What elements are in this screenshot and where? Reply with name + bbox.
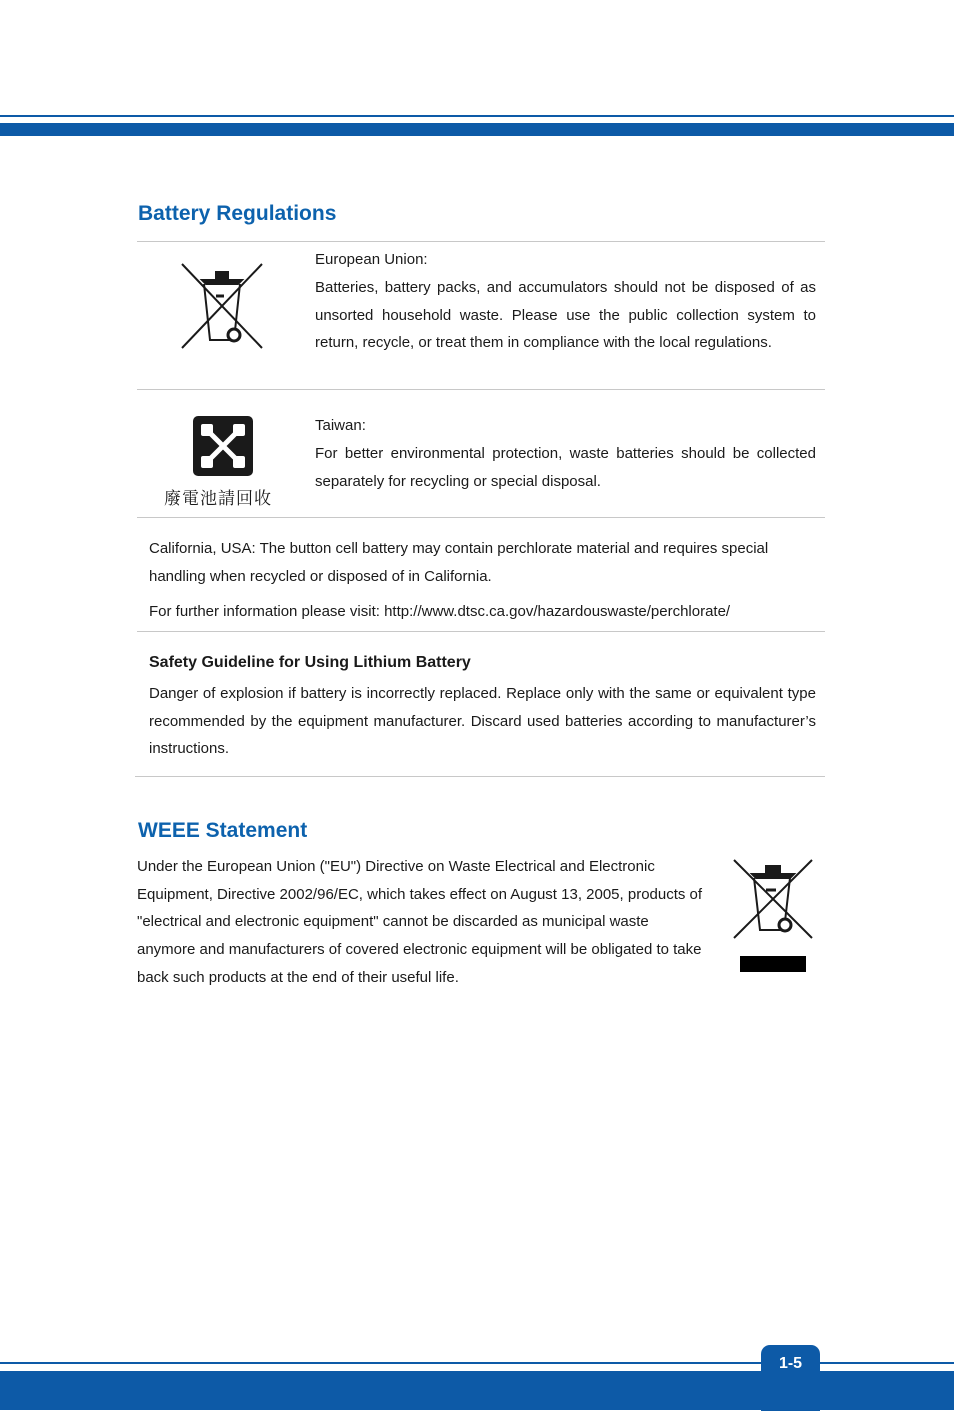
weee-text: Under the European Union ("EU") Directive on Waste Electrical and Electronic Equipment, Directive 2002/96/EC, which takes effect on August 13, 2005, products of "electrical and electronic equipment" cannot be discarded as municipal waste anymore and manufacturers of covered electronic equipment will be obligated to take back such products at the end of their useful life.: [137, 858, 703, 986]
california-text: California, USA: The button cell battery may contain perchlorate material and requires special handling when recycled or disposed of in California.: [149, 540, 769, 585]
taiwan-recycle-icon: [193, 416, 253, 476]
eu-text: Batteries, battery packs, and accumulators should not be disposed of as unsorted household waste. Please use the public collection system to return, recycle, or treat them in compliance with the local regulations.: [315, 279, 816, 352]
safety-guideline-text: Danger of explosion if battery is incorrectly replaced. Replace only with the same or equivalent type recommended by the equipment manufacturer. Discard used batteries according to manufacturer’s instructions.: [149, 685, 816, 758]
header-rule-thin: [0, 115, 954, 117]
page-number: 1-5: [761, 1345, 820, 1409]
battery-regulations-title: Battery Regulations: [138, 202, 337, 225]
taiwan-symbol-text: 廢電池請回收: [164, 489, 272, 509]
divider: [137, 389, 825, 390]
further-info-text: For further information please visit: http://www.dtsc.ca.gov/hazardouswaste/perchlorate/: [149, 603, 731, 620]
weee-bin-icon: [732, 858, 816, 974]
weee-statement-title: WEEE Statement: [138, 819, 308, 842]
divider: [137, 241, 825, 242]
crossed-bin-icon: [180, 262, 264, 350]
divider: [135, 776, 825, 777]
taiwan-text: For better environmental protection, waste batteries should be collected separately for recycling or special disposal.: [315, 445, 816, 490]
taiwan-label: Taiwan:: [315, 417, 366, 434]
eu-label: European Union:: [315, 251, 428, 268]
divider: [137, 517, 825, 518]
safety-guideline-title: Safety Guideline for Using Lithium Battery: [149, 654, 471, 671]
divider: [137, 631, 825, 632]
header-rule-thick: [0, 123, 954, 136]
